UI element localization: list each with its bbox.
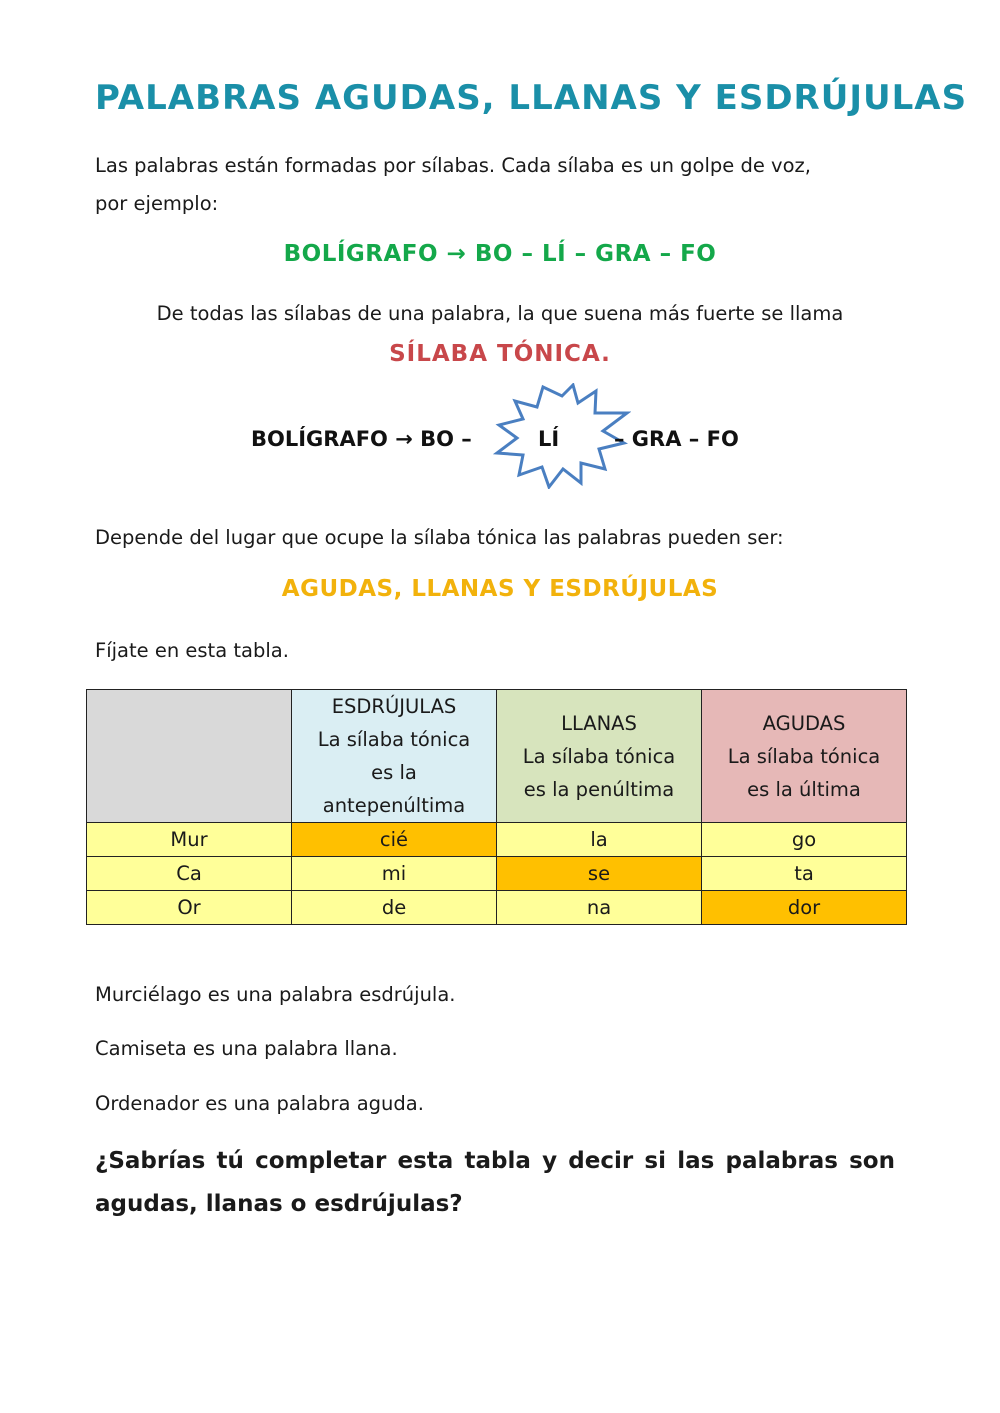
types-heading: AGUDAS, LLANAS Y ESDRÚJULAS bbox=[281, 576, 719, 602]
table-cell-tonic: dor bbox=[702, 891, 907, 925]
header-cell-esdrujulas: ESDRÚJULAS La sílaba tónica es la antepenúltima bbox=[292, 690, 497, 823]
example-esdrujula: Murciélago es una palabra esdrújula. bbox=[95, 983, 456, 1006]
table-header-row bbox=[87, 690, 907, 823]
example-syllables: BOLÍGRAFO → BO – LÍ – GRA – FO bbox=[283, 241, 717, 267]
tonic-intro: De todas las sílabas de una palabra, la que suena más fuerte se llama bbox=[156, 302, 844, 325]
table-cell: Mur bbox=[87, 823, 292, 857]
example-aguda: Ordenador es una palabra aguda. bbox=[95, 1092, 424, 1115]
table-cell: ta bbox=[702, 857, 907, 891]
look-text: Fíjate en esta tabla. bbox=[95, 639, 289, 662]
header-cell-agudas: AGUDAS La sílaba tónica es la última bbox=[702, 690, 907, 823]
header-cell-empty bbox=[87, 690, 292, 823]
table-cell-tonic: cié bbox=[292, 823, 497, 857]
table-row bbox=[87, 891, 907, 925]
table-cell: Or bbox=[87, 891, 292, 925]
header-cell-llanas: LLANAS La sílaba tónica es la penúltima bbox=[497, 690, 702, 823]
intro-line-2: por ejemplo: bbox=[95, 192, 219, 215]
tonic-example-after: – GRA – FO bbox=[614, 427, 739, 451]
question-text: ¿Sabrías tú completar esta tabla y decir si las palabras son agudas, llanas o esdrújulas? bbox=[95, 1148, 895, 1217]
table-cell: la bbox=[497, 823, 702, 857]
table-cell: go bbox=[702, 823, 907, 857]
tonic-example-before: BOLÍGRAFO → BO – bbox=[251, 427, 472, 451]
table-row bbox=[87, 857, 907, 891]
syllable-table bbox=[86, 689, 907, 925]
tonic-term: SÍLABA TÓNICA. bbox=[389, 341, 611, 367]
table-cell: mi bbox=[292, 857, 497, 891]
tonic-example-stressed: LÍ bbox=[538, 427, 560, 451]
table-row bbox=[87, 823, 907, 857]
example-llana: Camiseta es una palabra llana. bbox=[95, 1037, 398, 1060]
depends-text: Depende del lugar que ocupe la sílaba tónica las palabras pueden ser: bbox=[95, 526, 784, 549]
tonic-example bbox=[0, 425, 1000, 465]
table-cell: de bbox=[292, 891, 497, 925]
intro-line-1: Las palabras están formadas por sílabas. Cada sílaba es un golpe de voz, bbox=[95, 154, 811, 177]
table-cell-tonic: se bbox=[497, 857, 702, 891]
table-cell: na bbox=[497, 891, 702, 925]
table-cell: Ca bbox=[87, 857, 292, 891]
page-title: PALABRAS AGUDAS, LLANAS Y ESDRÚJULAS bbox=[95, 78, 968, 118]
